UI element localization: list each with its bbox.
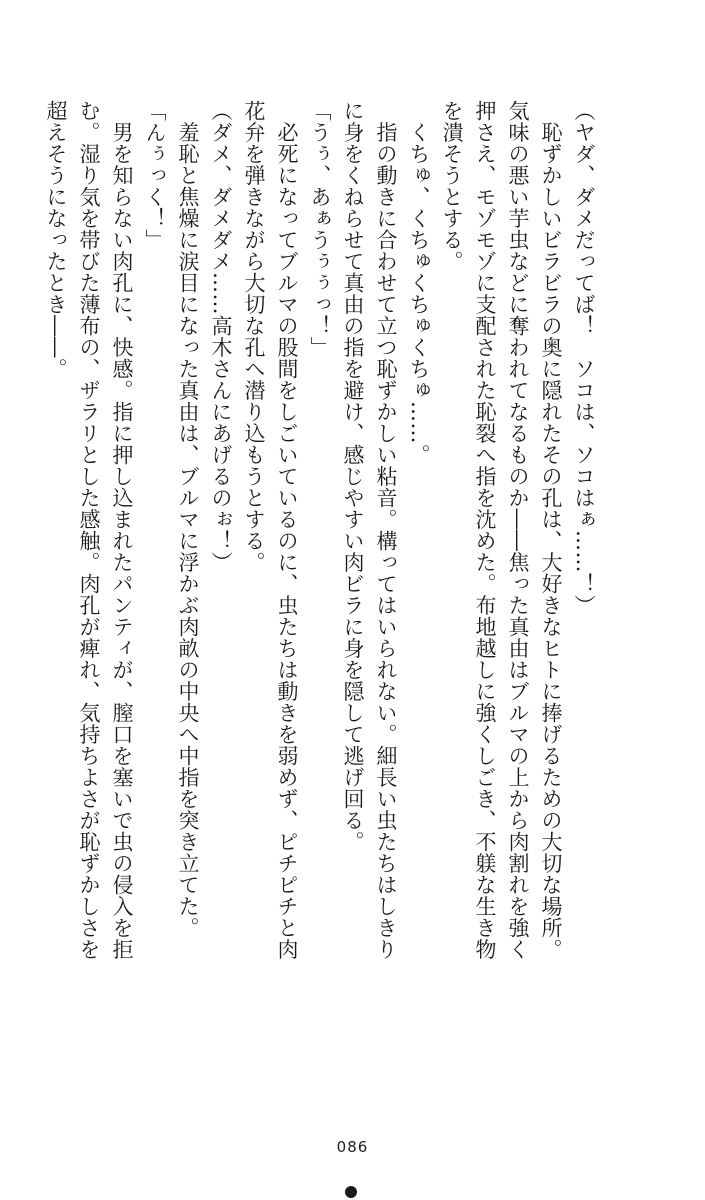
text-line: 男を知らない肉孔に、快感。指に押し込まれたパンティが、膣口を塞いで虫の侵入を拒: [110, 100, 134, 960]
text-line: 花弁を弾きながら大切な孔へ潜り込もうとする。: [242, 100, 266, 573]
text-line: 必死になってブルマの股間をしごいているのに、虫たちは動きを弱めず、ピチピチと肉: [275, 100, 299, 960]
text-line: 恥ずかしいビラビラの奥に隠れたその孔は、大好きなヒトに捧げるための大切な場所。: [539, 100, 563, 960]
vertical-text-body: [39, 100, 600, 1060]
text-line: を潰そうとする。: [440, 100, 464, 272]
text-line: くちゅ、くちゅくちゅくちゅ……。: [407, 100, 431, 466]
text-line: （ダメ、ダメダメ……高木さんにあげるのぉ！）: [209, 100, 233, 573]
text-line: 羞恥と焦燥に涙目になった真由は、ブルマに浮かぶ肉畝の中央へ中指を突き立てた。: [176, 100, 200, 939]
text-line: 「うぅ、あぁうぅぅっ！」: [308, 100, 332, 358]
text-line: 「んぅっく！」: [143, 100, 167, 251]
text-line: 指の動きに合わせて立つ恥ずかしい粘音。構ってはいられない。細長い虫たちはしきり: [374, 100, 398, 960]
page-number: 086: [336, 1138, 369, 1156]
text-line: む。湿り気を帯びた薄布の、ザラリとした感触。肉孔が痺れ、気持ちよさが恥ずかしさを: [77, 100, 101, 960]
text-line: 気味の悪い芋虫などに奪われてなるものか――焦った真由はブルマの上から肉割れを強く: [506, 100, 530, 960]
text-line: に身をくねらせて真由の指を避け、感じやすい肉ビラに身を隠して逃げ回る。: [341, 100, 365, 853]
text-line: （ヤダ、ダメだってば！ ソコは、ソコはぁ……！）: [572, 100, 596, 616]
page-marker-dot-icon: [345, 1186, 357, 1198]
text-line: 押さえ、モゾモゾに支配された恥裂へ指を沈めた。布地越しに強くしごき、不躾な生き物: [473, 100, 497, 960]
text-line: 超えそうになったとき――。: [44, 100, 68, 380]
